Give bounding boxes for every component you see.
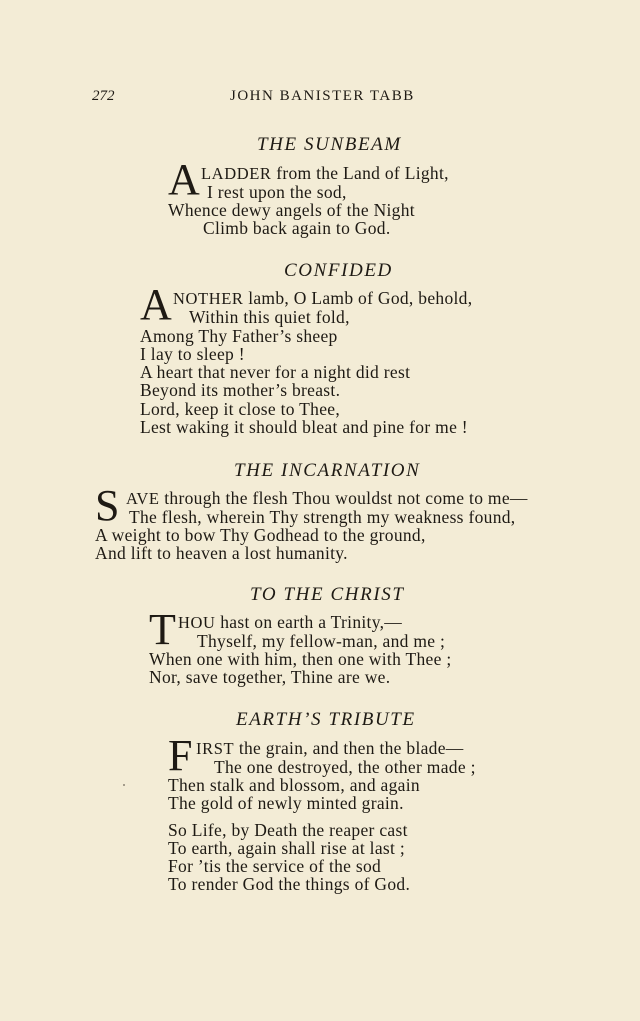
line-rest: the grain, and then the blade— [234, 738, 464, 758]
poem-line: For ’tis the service of the sod [168, 856, 382, 876]
poem-line: Within this quiet fold, [189, 307, 350, 327]
line-rest: from the Land of Light, [271, 163, 449, 183]
poem-title: TO THE CHRIST [250, 584, 405, 605]
poem-line: To earth, again shall rise at last ; [168, 838, 406, 858]
poem-title: THE SUNBEAM [257, 134, 402, 155]
line-rest: lamb, O Lamb of God, behold, [243, 288, 473, 308]
poem-line: A heart that never for a night did rest [140, 362, 411, 382]
poem-line: Among Thy Father’s sheep [140, 326, 338, 346]
poem-line: A weight to bow Thy Godhead to the ground, [95, 525, 426, 545]
poem-title: CONFIDED [284, 260, 393, 281]
first-word-rest: HOU [178, 613, 216, 632]
poem-line: Beyond its mother’s breast. [140, 380, 341, 400]
poem-line: And lift to heaven a lost humanity. [95, 543, 348, 563]
poem-line: Whence dewy angels of the Night [168, 200, 415, 220]
poem-line: Lord, keep it close to Thee, [140, 399, 341, 419]
drop-cap: A [140, 280, 172, 329]
poem-line [178, 612, 402, 633]
poem-line: Thyself, my fellow-man, and me ; [197, 631, 446, 651]
drop-cap: F [168, 731, 193, 780]
drop-cap: T [149, 605, 176, 654]
page-number: 272 [92, 88, 115, 104]
drop-cap: S [95, 481, 120, 530]
poem-line: Climb back again to God. [203, 218, 391, 238]
drop-cap: A [168, 155, 200, 204]
poem-line: The flesh, wherein Thy strength my weakness found, [129, 507, 516, 527]
poem-line: So Life, by Death the reaper cast [168, 820, 408, 840]
first-word-rest: AVE [126, 489, 160, 508]
poem-line: Lest waking it should bleat and pine for me ! [140, 417, 468, 437]
poem-line: The one destroyed, the other made ; [214, 757, 476, 777]
poem-line: When one with him, then one with Thee ; [149, 649, 452, 669]
poem-line [173, 288, 472, 309]
first-word-rest: IRST [196, 739, 235, 758]
poem-line: Then stalk and blossom, and again [168, 775, 420, 795]
line-rest: through the flesh Thou wouldst not come to me— [159, 488, 528, 508]
running-head-author: JOHN BANISTER TABB [230, 88, 415, 104]
poem-title: THE INCARNATION [234, 460, 421, 481]
paper-speck [123, 784, 125, 786]
first-word-rest: LADDER [201, 164, 272, 183]
poem-line: Nor, save together, Thine are we. [149, 667, 391, 687]
poem-line: The gold of newly minted grain. [168, 793, 404, 813]
poem-line: I rest upon the sod, [207, 182, 347, 202]
poem-line: I lay to sleep ! [140, 344, 245, 364]
poem-line [196, 738, 464, 759]
line-rest: hast on earth a Trinity,— [215, 612, 403, 632]
poem-line [201, 163, 449, 184]
first-word-rest: NOTHER [173, 289, 244, 308]
poem-line [126, 488, 528, 509]
poem-title: EARTH’S TRIBUTE [236, 709, 416, 730]
poem-line: To render God the things of God. [168, 874, 411, 894]
